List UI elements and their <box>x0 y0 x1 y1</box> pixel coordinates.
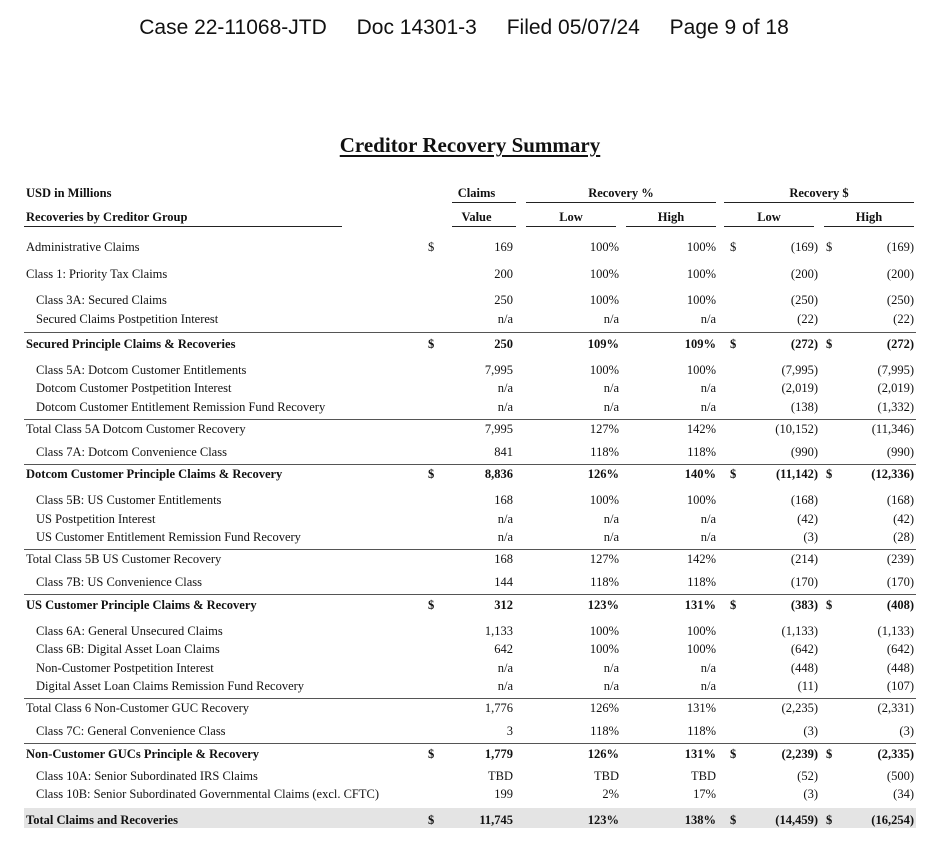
recovery-pct-low: 2% <box>602 787 619 801</box>
recovery-pct-low: n/a <box>603 312 619 326</box>
dollar-sign: $ <box>428 813 435 827</box>
claims-value: 3 <box>506 724 513 738</box>
dollar-sign: $ <box>428 240 435 254</box>
recovery-pct-high: 142% <box>686 552 716 566</box>
recovery-pct-high: TBD <box>691 769 716 783</box>
table-row <box>0 723 928 739</box>
row-label: Class 5A: Dotcom Customer Entitlements <box>36 363 247 377</box>
recovery-pct-low: 100% <box>589 293 619 307</box>
recovery-pct-low: 100% <box>589 267 619 281</box>
recovery-usd-high: (239) <box>886 552 914 566</box>
recovery-pct-high: 118% <box>687 575 716 589</box>
row-label: Total Claims and Recoveries <box>26 813 178 827</box>
row-label: Secured Principle Claims & Recoveries <box>26 337 236 351</box>
recovery-usd-low: (2,235) <box>781 701 818 715</box>
recovery-pct-high: n/a <box>700 312 716 326</box>
row-rule <box>24 698 916 699</box>
table-row <box>0 511 928 527</box>
recovery-pct-high: n/a <box>700 679 716 693</box>
row-label: Class 7B: US Convenience Class <box>36 575 202 589</box>
recovery-usd-low: (200) <box>790 267 818 281</box>
recovery-pct-low: n/a <box>603 512 619 526</box>
dollar-sign: $ <box>730 240 737 254</box>
row-label: Class 10A: Senior Subordinated IRS Claims <box>36 769 258 783</box>
case-number: Case 22-11068-JTD <box>139 16 327 39</box>
recovery-usd-low: (1,133) <box>781 624 818 638</box>
total-row <box>0 812 928 828</box>
usd-high-header: High <box>855 210 883 224</box>
claims-value: 7,995 <box>484 422 513 436</box>
recovery-usd-high: (22) <box>893 312 914 326</box>
dollar-sign: $ <box>826 337 833 351</box>
recovery-usd-high: (107) <box>886 679 914 693</box>
page-title: Creditor Recovery Summary <box>339 133 601 157</box>
usd-label: USD in Millions <box>26 186 112 200</box>
recovery-pct-high: n/a <box>700 381 716 395</box>
row-label: Class 5B: US Customer Entitlements <box>36 493 222 507</box>
row-label: Digital Asset Loan Claims Remission Fund Recovery <box>36 679 305 693</box>
underline-pct-high <box>626 226 716 227</box>
recovery-pct-high: 131% <box>686 701 716 715</box>
recovery-usd-low: (52) <box>797 769 818 783</box>
recovery-pct-high: 17% <box>693 787 716 801</box>
claims-value: n/a <box>497 679 513 693</box>
recovery-pct-low: 123% <box>587 813 619 827</box>
row-label: Secured Claims Postpetition Interest <box>36 312 219 326</box>
claims-value: 8,836 <box>484 467 513 481</box>
claims-value: 144 <box>494 575 513 589</box>
row-label: US Customer Principle Claims & Recovery <box>26 598 257 612</box>
dollar-sign: $ <box>730 598 737 612</box>
recovery-usd-header: Recovery $ <box>789 186 849 200</box>
claims-value: 312 <box>494 598 513 612</box>
recovery-usd-high: (16,254) <box>871 813 914 827</box>
underline-value <box>452 226 516 227</box>
table-row <box>0 336 928 352</box>
row-label: Class 7C: General Convenience Class <box>36 724 226 738</box>
claims-value: TBD <box>488 769 513 783</box>
recovery-pct-high: 100% <box>686 240 716 254</box>
recovery-pct-low: n/a <box>603 381 619 395</box>
dollar-sign: $ <box>730 337 737 351</box>
row-label: Administrative Claims <box>26 240 140 254</box>
recovery-usd-low: (214) <box>790 552 818 566</box>
recovery-usd-low: (42) <box>797 512 818 526</box>
row-label: Class 10B: Senior Subordinated Governmental Claims (excl. CFTC) <box>36 787 380 801</box>
recovery-pct-low: 100% <box>589 624 619 638</box>
claims-value: 1,779 <box>484 747 513 761</box>
recovery-usd-low: (168) <box>790 493 818 507</box>
claims-value: 11,745 <box>479 813 513 827</box>
recovery-usd-high: (990) <box>886 445 914 459</box>
recovery-pct-high: n/a <box>700 661 716 675</box>
recovery-usd-low: (170) <box>790 575 818 589</box>
dollar-sign: $ <box>428 747 435 761</box>
recovery-usd-low: (2,019) <box>781 381 818 395</box>
row-label: Class 7A: Dotcom Convenience Class <box>36 445 227 459</box>
dollar-sign: $ <box>730 747 737 761</box>
recovery-pct-low: 118% <box>590 575 619 589</box>
table-row <box>0 529 928 545</box>
page-header <box>0 16 928 40</box>
recovery-pct-high: 142% <box>686 422 716 436</box>
table-row <box>0 380 928 396</box>
recovery-usd-high: (12,336) <box>871 467 914 481</box>
table-row <box>0 623 928 639</box>
recovery-pct-high: 100% <box>686 363 716 377</box>
table-row <box>0 444 928 460</box>
claims-value: 169 <box>494 240 513 254</box>
recovery-usd-low: (14,459) <box>775 813 818 827</box>
recovery-pct-low: 126% <box>587 467 619 481</box>
recovery-pct-high: 131% <box>684 747 716 761</box>
recovery-pct-low: n/a <box>603 661 619 675</box>
recovery-pct-high: 100% <box>686 293 716 307</box>
table-row <box>0 266 928 282</box>
recovery-usd-low: (169) <box>790 240 818 254</box>
claims-value: 200 <box>494 267 513 281</box>
filed-date: Filed 05/07/24 <box>506 16 640 39</box>
row-label: Class 3A: Secured Claims <box>36 293 167 307</box>
recovery-pct-low: TBD <box>594 769 619 783</box>
recovery-pct-low: 123% <box>587 598 619 612</box>
row-label: Class 6B: Digital Asset Loan Claims <box>36 642 220 656</box>
recovery-usd-low: (250) <box>790 293 818 307</box>
recovery-usd-low: (383) <box>790 598 818 612</box>
recovery-usd-high: (200) <box>886 267 914 281</box>
recovery-usd-high: (7,995) <box>877 363 914 377</box>
recovery-pct-high: 131% <box>684 598 716 612</box>
claims-value: 7,995 <box>484 363 513 377</box>
recovery-usd-low: (22) <box>797 312 818 326</box>
underline-claims <box>452 202 516 203</box>
recovery-usd-high: (169) <box>886 240 914 254</box>
underline-usd-low <box>724 226 814 227</box>
recovery-pct-low: n/a <box>603 679 619 693</box>
claims-value: 250 <box>494 337 513 351</box>
row-rule <box>24 464 916 465</box>
recovery-usd-high: (272) <box>886 337 914 351</box>
recovery-pct-high: 100% <box>686 624 716 638</box>
recovery-usd-low: (272) <box>790 337 818 351</box>
dollar-sign: $ <box>826 240 833 254</box>
row-label: Dotcom Customer Principle Claims & Recovery <box>26 467 283 481</box>
claims-value: n/a <box>497 312 513 326</box>
claims-value: 642 <box>494 642 513 656</box>
usd-low-header: Low <box>757 210 781 224</box>
table-row <box>0 700 928 716</box>
recovery-usd-high: (2,331) <box>877 701 914 715</box>
row-label: Dotcom Customer Entitlement Remission Fund Recovery <box>36 400 326 414</box>
row-label: Non-Customer Postpetition Interest <box>36 661 214 675</box>
recovery-pct-high: n/a <box>700 400 716 414</box>
claims-value: 841 <box>494 445 513 459</box>
pct-high-header: High <box>657 210 685 224</box>
recovery-usd-high: (34) <box>893 787 914 801</box>
recovery-pct-low: 100% <box>589 363 619 377</box>
dollar-sign: $ <box>826 813 833 827</box>
recovery-usd-low: (11,142) <box>775 467 818 481</box>
recovery-usd-high: (408) <box>886 598 914 612</box>
recovery-usd-low: (2,239) <box>781 747 818 761</box>
row-rule <box>24 332 916 333</box>
table-row <box>0 746 928 762</box>
claims-value: 1,776 <box>484 701 513 715</box>
pct-low-header: Low <box>559 210 583 224</box>
recovery-usd-low: (3) <box>803 787 818 801</box>
table-row <box>0 786 928 802</box>
recovery-usd-low: (7,995) <box>781 363 818 377</box>
claims-value: n/a <box>497 400 513 414</box>
table-row <box>0 492 928 508</box>
table-row <box>0 466 928 482</box>
row-label: US Postpetition Interest <box>36 512 156 526</box>
claims-value: 250 <box>494 293 513 307</box>
recovery-usd-high: (642) <box>886 642 914 656</box>
recovery-usd-high: (250) <box>886 293 914 307</box>
recovery-pct-high: 140% <box>684 467 716 481</box>
recovery-pct-high: 118% <box>687 724 716 738</box>
claims-value: 168 <box>494 493 513 507</box>
recovery-usd-low: (11) <box>797 679 818 693</box>
dollar-sign: $ <box>826 747 833 761</box>
recovery-pct-low: n/a <box>603 530 619 544</box>
recovery-pct-high: 138% <box>684 813 716 827</box>
underline-pct-low <box>526 226 616 227</box>
claims-value: 1,133 <box>484 624 513 638</box>
recovery-usd-high: (3) <box>899 724 914 738</box>
table-row <box>0 678 928 694</box>
claims-header: Claims <box>457 186 496 200</box>
row-rule <box>24 549 916 550</box>
dollar-sign: $ <box>428 598 435 612</box>
table-row <box>0 292 928 308</box>
recovery-usd-high: (28) <box>893 530 914 544</box>
header-row-1 <box>0 185 928 201</box>
recovery-pct-low: 100% <box>589 240 619 254</box>
recovery-usd-high: (500) <box>886 769 914 783</box>
dollar-sign: $ <box>428 337 435 351</box>
table-row <box>0 421 928 437</box>
table-row <box>0 239 928 255</box>
recovery-pct-low: 127% <box>589 552 619 566</box>
recovery-usd-high: (42) <box>893 512 914 526</box>
recovery-usd-high: (11,346) <box>871 422 914 436</box>
recovery-usd-low: (642) <box>790 642 818 656</box>
recovery-pct-high: 100% <box>686 267 716 281</box>
row-rule <box>24 743 916 744</box>
recovery-usd-low: (10,152) <box>775 422 818 436</box>
recovery-usd-high: (2,335) <box>877 747 914 761</box>
recovery-pct-high: 118% <box>687 445 716 459</box>
value-header: Value <box>461 210 492 224</box>
dollar-sign: $ <box>826 467 833 481</box>
claims-value: n/a <box>497 512 513 526</box>
recovery-pct-low: 126% <box>587 747 619 761</box>
recovery-pct-low: 100% <box>589 493 619 507</box>
recovery-pct-low: 118% <box>590 445 619 459</box>
table-row <box>0 399 928 415</box>
recovery-pct-low: 109% <box>587 337 619 351</box>
table-row <box>0 597 928 613</box>
table-row <box>0 311 928 327</box>
recovery-usd-high: (168) <box>886 493 914 507</box>
table-row <box>0 660 928 676</box>
recovery-pct-high: n/a <box>700 530 716 544</box>
row-label: US Customer Entitlement Remission Fund Recovery <box>36 530 301 544</box>
recovery-pct-header: Recovery % <box>588 186 654 200</box>
page-number: Page 9 of 18 <box>669 16 789 39</box>
recovery-pct-low: 126% <box>589 701 619 715</box>
row-label: Total Class 6 Non-Customer GUC Recovery <box>26 701 250 715</box>
recovery-usd-high: (170) <box>886 575 914 589</box>
row-label: Total Class 5B US Customer Recovery <box>26 552 222 566</box>
claims-value: n/a <box>497 381 513 395</box>
table-row <box>0 574 928 590</box>
table-row <box>0 551 928 567</box>
row-label: Dotcom Customer Postpetition Interest <box>36 381 232 395</box>
recovery-usd-low: (448) <box>790 661 818 675</box>
recovery-pct-low: 118% <box>590 724 619 738</box>
row-rule <box>24 594 916 595</box>
dollar-sign: $ <box>826 598 833 612</box>
underline-recovery-pct <box>526 202 716 203</box>
recovery-usd-high: (2,019) <box>877 381 914 395</box>
doc-number: Doc 14301-3 <box>356 16 477 39</box>
dollar-sign: $ <box>428 467 435 481</box>
table-row <box>0 768 928 784</box>
recovery-pct-low: 127% <box>589 422 619 436</box>
recovery-pct-low: 100% <box>589 642 619 656</box>
header-row-2 <box>0 209 928 225</box>
underline-group <box>24 226 342 227</box>
claims-value: 168 <box>494 552 513 566</box>
row-label: Non-Customer GUCs Principle & Recovery <box>26 747 260 761</box>
row-label: Class 1: Priority Tax Claims <box>26 267 168 281</box>
recovery-pct-high: n/a <box>700 512 716 526</box>
underline-usd-high <box>824 226 914 227</box>
recovery-pct-high: 100% <box>686 642 716 656</box>
dollar-sign: $ <box>730 467 737 481</box>
row-label: Class 6A: General Unsecured Claims <box>36 624 223 638</box>
row-rule <box>24 419 916 420</box>
recovery-usd-low: (3) <box>803 724 818 738</box>
recovery-pct-high: 100% <box>686 493 716 507</box>
table-row <box>0 362 928 378</box>
table-row <box>0 641 928 657</box>
recovery-usd-high: (1,133) <box>877 624 914 638</box>
recovery-usd-high: (1,332) <box>877 400 914 414</box>
recovery-pct-high: 109% <box>684 337 716 351</box>
recovery-pct-low: n/a <box>603 400 619 414</box>
row-label: Total Class 5A Dotcom Customer Recovery <box>26 422 246 436</box>
recovery-usd-low: (138) <box>790 400 818 414</box>
dollar-sign: $ <box>730 813 737 827</box>
group-label: Recoveries by Creditor Group <box>26 210 188 224</box>
recovery-usd-low: (990) <box>790 445 818 459</box>
underline-recovery-usd <box>724 202 914 203</box>
claims-value: n/a <box>497 530 513 544</box>
recovery-usd-high: (448) <box>886 661 914 675</box>
claims-value: 199 <box>494 787 513 801</box>
claims-value: n/a <box>497 661 513 675</box>
recovery-usd-low: (3) <box>803 530 818 544</box>
